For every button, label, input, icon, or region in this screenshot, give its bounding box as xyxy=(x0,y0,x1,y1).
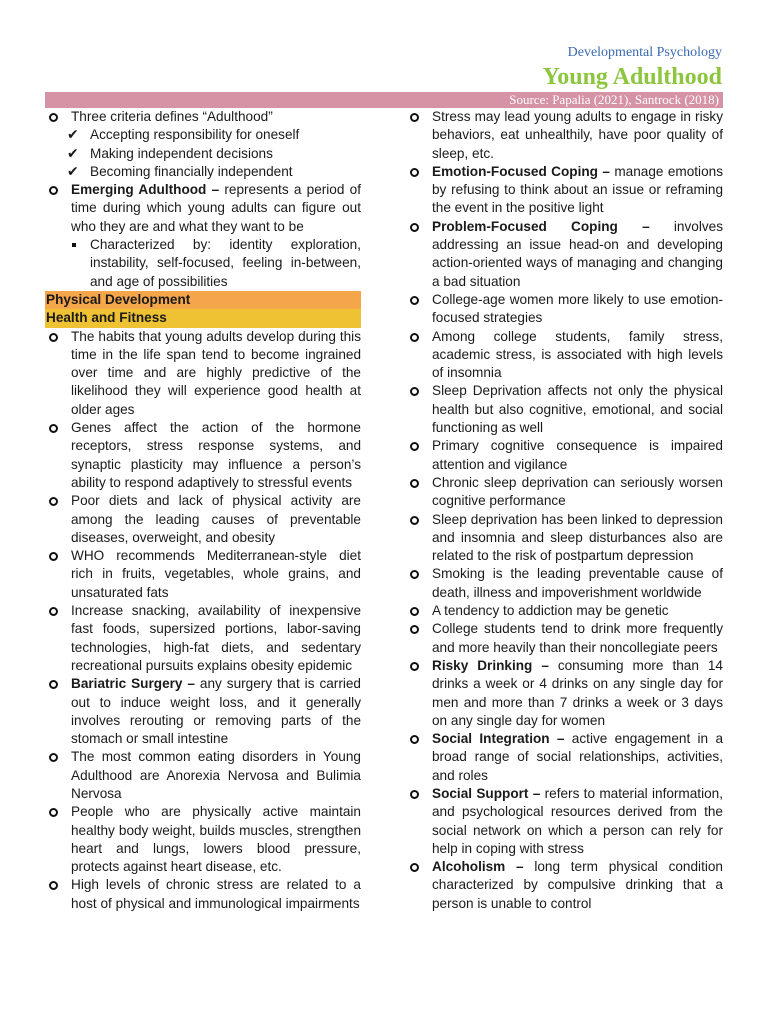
item-text: Becoming financially independent xyxy=(90,163,293,179)
list-item xyxy=(406,474,723,511)
item-text: Sleep Deprivation affects not only the physical health but also cognitive, emotional, and social functioning as well xyxy=(432,383,723,436)
bullet-icon xyxy=(410,296,419,305)
header-subtitle: Developmental Psychology xyxy=(567,45,722,60)
bullet-icon xyxy=(49,753,58,762)
item-text: represents a period of time during which young adults can figure out who they are and what they want to be xyxy=(71,182,361,234)
term: Social Integration – xyxy=(432,731,565,747)
item-text: involves addressing an issue head-on and developing action-oriented ways of managing and changing a bad situation xyxy=(432,218,724,289)
item-text: refers to material information, and psychological resources derived from the social network on which a person can rely for help in coping with stress xyxy=(432,785,724,856)
item-text: Poor diets and lack of physical activity are among the leading causes of preventable diseases, overweight, and obesity xyxy=(71,493,361,545)
item-text: consuming more than 14 drinks a week or 4 drinks on any single day for men and more than 7 drinks a week or 3 days on any single day for women xyxy=(432,657,723,728)
item-text: Genes affect the action of the hormone receptors, stress response systems, and synaptic plasticity may influence a person’s ability to respond adaptively to stressful events xyxy=(71,420,361,490)
item-text: Chronic sleep deprivation can seriously worsen cognitive performance xyxy=(432,474,723,509)
checkmark-icon: ✔ xyxy=(67,145,79,162)
list-item xyxy=(406,657,723,730)
list-item xyxy=(406,163,723,218)
term: Emotion-Focused Coping – xyxy=(432,163,610,179)
list-item xyxy=(406,218,723,291)
bullet-icon xyxy=(410,516,419,525)
bullet-icon xyxy=(410,662,419,671)
item-text: any surgery that is carried out to induce weight loss, and it generally involves rerouting or removing parts of the stomach or small intestine xyxy=(71,676,361,747)
list-item xyxy=(45,602,361,675)
bullet-icon xyxy=(410,735,419,744)
list-item xyxy=(45,675,361,748)
item-text: Three criteria defines “Adulthood” xyxy=(71,109,273,124)
left-column xyxy=(45,108,361,913)
list-item xyxy=(406,291,723,328)
source-text: Source: Papalia (2021), Santrock (2018) xyxy=(509,92,719,107)
bullet-icon xyxy=(410,863,419,872)
term: Emerging Adulthood – xyxy=(71,182,220,198)
bullet-icon xyxy=(410,333,419,342)
list-item xyxy=(406,328,723,383)
item-text: manage emotions by refusing to think about an issue or reframing the event in the positive light xyxy=(432,163,723,216)
bullet-icon xyxy=(49,186,58,195)
term: Social Support – xyxy=(432,785,541,801)
bullet-icon xyxy=(410,479,419,488)
item-text: Primary cognitive consequence is impaired attention and vigilance xyxy=(432,438,723,472)
term: Problem-Focused Coping – xyxy=(432,218,650,234)
term: Bariatric Surgery – xyxy=(71,676,195,692)
item-text: The habits that young adults develop during this time in the life span tend to become ingrained over time and are highly predictive of the likelihood they will experience good health at older ages xyxy=(71,328,361,417)
list-item xyxy=(45,803,361,876)
bullet-icon xyxy=(49,808,58,817)
section-heading: Physical Development xyxy=(45,291,361,309)
bullet-icon xyxy=(410,168,419,177)
item-text: Making independent decisions xyxy=(90,145,273,161)
list-item xyxy=(45,108,361,126)
item-text: High levels of chronic stress are related to a host of physical and immunological impairments xyxy=(71,877,361,911)
list-item xyxy=(406,565,723,602)
list-item xyxy=(406,785,723,858)
list-item xyxy=(45,419,361,492)
checkmark-icon: ✔ xyxy=(67,163,79,180)
list-item xyxy=(406,858,723,913)
item-text: Accepting responsibility for oneself xyxy=(90,127,300,143)
list-item xyxy=(406,382,723,437)
bullet-icon xyxy=(49,113,58,122)
bullet-icon xyxy=(410,442,419,451)
list-item xyxy=(406,602,723,620)
list-item xyxy=(406,620,723,657)
bullet-icon xyxy=(410,113,419,122)
bullet-icon xyxy=(410,625,419,634)
bullet-icon xyxy=(410,570,419,579)
list-item xyxy=(45,876,361,913)
criteria-item xyxy=(45,145,361,163)
item-text: active engagement in a broad range of social relationships, activities, and roles xyxy=(432,731,724,783)
list-item xyxy=(406,730,723,785)
bullet-icon xyxy=(49,333,58,342)
bullet-icon xyxy=(410,223,419,232)
list-item xyxy=(406,108,723,163)
item-text: The most common eating disorders in Young Adulthood are Anorexia Nervosa and Bulimia Nervosa xyxy=(71,749,361,801)
list-item xyxy=(45,492,361,547)
criteria-item xyxy=(45,126,361,144)
item-text: College-age women more likely to use emotion-focused strategies xyxy=(432,291,723,326)
list-item xyxy=(406,437,723,474)
item-text: Increase snacking, availability of inexpensive fast foods, supersized portions, labor-saving technologies, high-fat diets, and sedentary recreational pursuits explains obesity epidemic xyxy=(71,603,361,673)
item-text: Smoking is the leading preventable cause of death, illness and impoverishment worldwide xyxy=(432,566,723,600)
bullet-icon xyxy=(49,881,58,890)
square-bullet-icon xyxy=(72,243,76,247)
term: Alcoholism – xyxy=(432,859,524,875)
list-item xyxy=(45,181,361,236)
item-text: WHO recommends Mediterranean-style diet rich in fruits, vegetables, whole grains, and unsaturated fats xyxy=(71,548,361,600)
bullet-icon xyxy=(49,607,58,616)
checkmark-icon: ✔ xyxy=(67,127,79,144)
section-heading: Health and Fitness xyxy=(45,309,361,327)
item-text: College students tend to drink more frequently and more heavily than their noncollegiate peers xyxy=(432,621,723,655)
item-text: Characterized by: identity exploration, instability, self-focused, feeling in-between, and age of possibilities xyxy=(90,237,361,289)
bullet-icon xyxy=(410,607,419,616)
source-bar xyxy=(45,92,723,108)
list-item xyxy=(45,748,361,803)
right-column xyxy=(406,108,723,913)
bullet-icon xyxy=(49,497,58,506)
sub-item xyxy=(45,236,361,291)
item-text: long term physical condition characterized by compulsive drinking that a person is unable to control xyxy=(432,859,723,911)
list-item xyxy=(45,328,361,419)
bullet-icon xyxy=(49,680,58,689)
term: Risky Drinking – xyxy=(432,657,549,673)
item-text: People who are physically active maintain healthy body weight, builds muscles, strengthen heart and lungs, lowers blood pressure, protects against heart disease, etc. xyxy=(71,804,361,875)
page-title: Young Adulthood xyxy=(542,64,722,90)
bullet-icon xyxy=(410,387,419,396)
criteria-item xyxy=(45,163,361,181)
item-text: A tendency to addiction may be genetic xyxy=(432,603,669,619)
bullet-icon xyxy=(49,424,58,433)
list-item xyxy=(406,511,723,566)
item-text: Sleep deprivation has been linked to depression and insomnia and sleep disturbances also are related to the risk of postpartum depression xyxy=(432,511,723,564)
bullet-icon xyxy=(410,790,419,799)
item-text: Stress may lead young adults to engage in risky behaviors, eat unhealthily, have poor quality of sleep, etc. xyxy=(432,109,723,161)
item-text: Among college students, family stress, academic stress, is associated with high levels of insomnia xyxy=(432,328,723,381)
bullet-icon xyxy=(49,552,58,561)
list-item xyxy=(45,547,361,602)
